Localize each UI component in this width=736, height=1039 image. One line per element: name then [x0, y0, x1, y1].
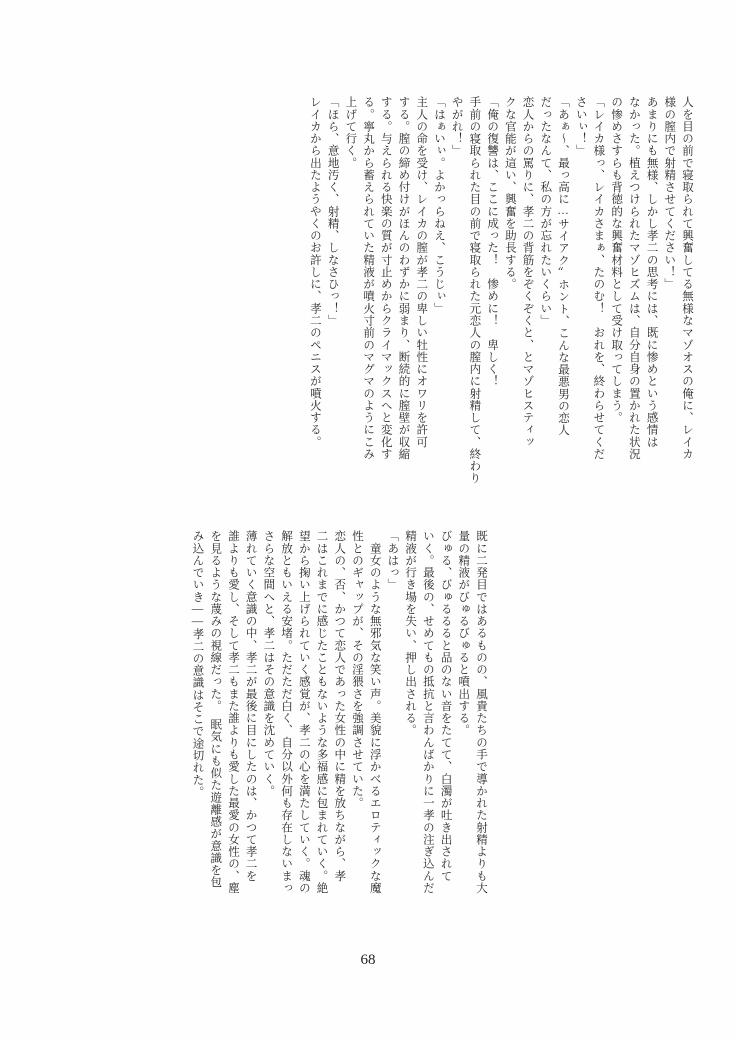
- text-column: クな官能が這い、興奮を助長する。: [503, 96, 516, 291]
- text-column: 「俺の復讐は、ここに成った！ 惨めに！ 卑しく！: [486, 96, 499, 388]
- text-column: 手前の寝取られた目の前で寝取られた元恋人の膣内に射精して、終わり: [468, 96, 481, 485]
- text-column: いく。最後の、せめてもの抵抗と言わんばかりに一孝の注ぎ込んだ: [421, 530, 434, 894]
- text-column: 人を目の前で寝取られて興奮してる無様なマゾオスの俺に、レイカ: [681, 96, 693, 460]
- text-column: だったなんて、私の方が忘れたいくらい」: [539, 96, 552, 327]
- text-column: びゅる、びゅるるると品のない音をたてて、白濁が吐き出されて: [439, 530, 452, 882]
- text-column: 主人の命を受け、レイカの膣が孝二の卑しい牡性にオワリを許可: [415, 96, 428, 448]
- text-column: さらな空間へと、孝二はその意識を沈めていく。: [262, 530, 275, 797]
- text-column: さいぃ！」: [574, 96, 587, 157]
- text-column: 恋人の、否、かつて恋人であった女性の中に精を放ちながら、孝: [333, 530, 346, 882]
- text-column: 薄れていく意識の中、孝二が最後に目にしたのは、かつて孝二を: [244, 530, 257, 882]
- text-column: 解放ともいえる安堵。ただただ白く、自分以外何も存在しないまっ: [280, 530, 293, 894]
- text-column: 精液が行き場を失い、押し出される。: [404, 530, 417, 737]
- text-column: 「あぁ～、最っ高に…サイアク〟ホント、こんな最悪男の恋人: [556, 96, 569, 437]
- text-column: レイカから出たようやくのお許しに、孝二のペニスが噴火する。: [308, 96, 321, 448]
- text-column: する。与えられる快楽の質が寸止めからクライマックスへと変化す: [379, 96, 392, 460]
- text-column: やがれ！」: [450, 96, 463, 157]
- text-column: 上げて行く。: [344, 96, 357, 169]
- page-number: 68: [360, 952, 376, 968]
- text-column: する。膣の締め付けがほんのわずかに弱まり、断続的に膣壁が収縮: [397, 96, 410, 460]
- text-column: 望から掬い上げられていく感覚が、孝二の心を満たしていく。魂の: [297, 530, 310, 894]
- text-column: 恋人からの罵りに、孝二の背筋をぞくぞくと、とマゾヒスティッ: [521, 96, 534, 448]
- text-column: の惨めさすらも背徳的な興奮材料として受け取ってしまう。: [610, 96, 623, 424]
- text-column: る。寧丸から蓄えられていた精液が噴火寸前のマグマのようにこみ: [362, 96, 375, 460]
- upper-right-text-block: [302, 96, 692, 514]
- text-column: 量の精液がびゅるびゅると噴出する。: [457, 530, 470, 737]
- text-column: 様の膣内で射精させてください！」: [663, 96, 676, 291]
- text-column: 「はぁいぃ。よかっらねえ、こうじぃ」: [432, 96, 445, 315]
- text-column: 「あはっ」: [386, 530, 399, 591]
- text-column: み込んでいき――孝二の意識はそこで途切れた。: [191, 530, 204, 798]
- text-column: 「レイカ様っ、レイカさまぁ、たのむ！ おれを、終わらせてくだ: [592, 96, 605, 460]
- text-column: 誰よりも愛し、そして孝二もまた誰よりも愛した最愛の女性の、塵: [226, 530, 239, 894]
- text-column: あまりにも無様、しかし孝二の思考には、既に惨めという感情は: [645, 96, 658, 448]
- text-column: 性とのギャップが、その淫猥さを強調させていた。: [350, 530, 363, 810]
- text-column: なかった。植えつけられたマゾヒズムは、自分自身の置かれた状況: [627, 96, 640, 460]
- text-column: 「ほら、意地汚く、射精、しなさひっ！」: [326, 96, 339, 327]
- text-column: 既に二発目ではあるものの、風貴たちの手で導かれた射精よりも大: [475, 530, 487, 894]
- text-column: を見るような蔑みの視線だった。 眠気にも似た遊離感が意識を包: [209, 530, 222, 889]
- lower-left-text-block: [185, 530, 486, 950]
- text-column: 二はこれまでに感じたこともないような多福感に包まれていく。絶: [315, 530, 328, 894]
- text-column: 童女のような無邪気な笑い声。美貌に浮かべるエロティックな魔: [368, 530, 381, 894]
